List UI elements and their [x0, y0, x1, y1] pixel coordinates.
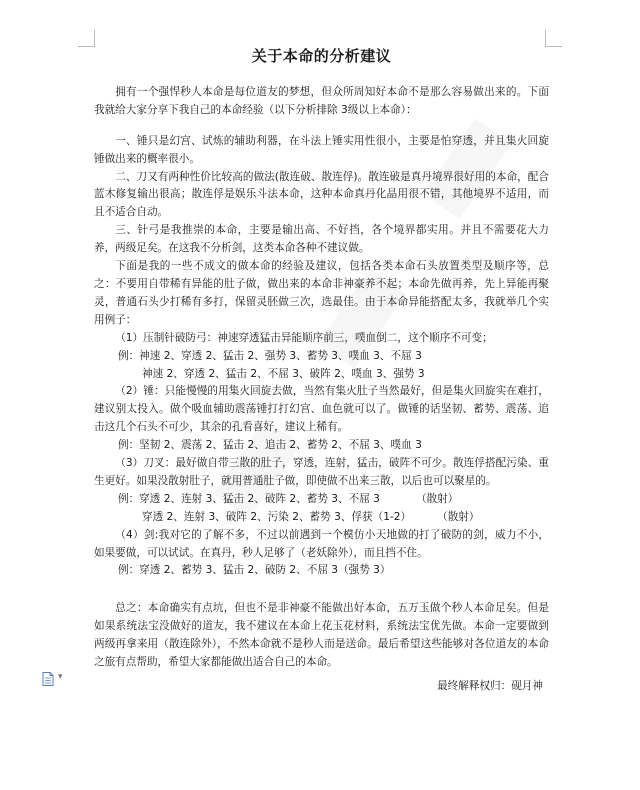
- document-icon[interactable]: [42, 672, 54, 686]
- chevron-down-icon[interactable]: ▾: [58, 672, 63, 682]
- item-sword: （4）剑:我对它的了解不多，不过以前遇到一个模仿小天地做的打了破防的剑，威力不小，如果要做，可以试试。在真丹，秒人足够了（老妖除外），而且挡不住。: [94, 528, 549, 559]
- example-line: 例：坚韧 2、震荡 2、猛击 2、追击 2、蓄势 2、不屈 3、噗血 3: [118, 439, 422, 452]
- example-line: 神速 2、穿透 2、猛击 2、不屈 3、破阵 2、噗血 3、强势 3: [142, 367, 425, 380]
- example-text: 例：穿透 2、连射 3、猛击 2、破阵 2、蓄势 3、不屈 3: [118, 492, 380, 505]
- page-corner-mark-top-right: [545, 30, 562, 47]
- example-line: 例：神速 2、穿透 2、猛击 2、强势 3、蓄势 3、噗血 3、不屈 3: [118, 349, 422, 362]
- summary-paragraph: 总之：本命确实有点坑，但也不是非神豪不能做出好本命，五万玉做个秒人本命足矣。但是如果系统法宝没做好的道友，我不建议在本命上花玉花材料，系统法宝优先做。本命一定要做到两级再拿来用（散连除外），不然本命就不是秒人而是送命。最后希望这些能够对各位道友的本命之旅有点帮助，希望大家都能做出适合自己的本命。: [94, 602, 549, 669]
- paragraph-hammer: 一、锤只是幻宫、试炼的辅助利器，在斗法上锤实用性很小，主要是怕穿透，并且集火回旋锤做出来的概率很小。: [94, 134, 549, 165]
- footer-signature: 最终解释权归：砚月神: [437, 680, 543, 692]
- example-note: （散射）: [437, 510, 480, 523]
- example-text: 穿透 2、连射 3、破阵 2、污染 2、蓄势 3、俘获（1-2）: [142, 510, 412, 523]
- intro-paragraph: 拥有一个强悍秒人本命是每位道友的梦想，但众所周知好本命不是那么容易做出来的。下面我就给大家分享下我自己的本命经验（以下分析排除 3级以上本命）：: [94, 85, 549, 116]
- page-corner-mark-top-left: [78, 30, 95, 47]
- item-hammer: （2）锤：只能慢慢的用集火回旋去做，当然有集火肚子当然最好，但是集火回旋实在难打，建议别太投入。做个吸血辅助震荡锤打打幻宫、血色就可以了。做锤的话坚韧、蓄势、震荡、追击这几个石头不可少，其余的孔看喜好，建议上稀有。: [94, 385, 549, 434]
- example-line: [94, 491, 549, 509]
- paragraph-knife: 二、刀又有两种性价比较高的做法(散连破、散连俘)。散连破是真丹境界很好用的本命，配合蓝木修复输出很高；散连俘是娱乐斗法本命，这种本命真丹化晶用很不错，其他境界不适用，而且不适合自动。: [94, 170, 549, 219]
- paragraph-needle-bow: 三、针弓是我推崇的本命，主要是输出高、不好挡，各个境界都实用。并且不需要花大力养，两级足矣。在这我不分析剑，这类本命各种不建议做。: [94, 224, 549, 255]
- document-page: [94, 48, 549, 696]
- example-line: 例：穿透 2、蓄势 3、猛击 2、破防 2、不屈 3（强势 3）: [118, 564, 391, 577]
- item-needle-bow: （1）压制针破防弓：神速穿透猛击异能顺序前三，噗血倒二，这个顺序不可变；: [115, 331, 493, 344]
- document-title: 关于本命的分析建议: [251, 47, 392, 65]
- item-knife: （3）刀叉：最好做自带三散的肚子，穿透，连射，猛击，破阵不可少。散连俘搭配污染、重生更好。如果没散射肚子，就用普通肚子做，即使做不出来三散，以后也可以聚星的。: [94, 457, 549, 487]
- paragraph-experience: 下面是我的一些不成文的做本命的经验及建议，包括各类本命石头放置类型及顺序等，总之：不要用自带稀有异能的肚子做，做出来的本命非神豪养不起；本命先做再养，先上异能再聚灵，普通石头少打稀有多打，保留灵胚做三次，选最佳。由于本命异能搭配太多，我就举几个实用例子：: [94, 260, 549, 326]
- example-note: （散射）: [415, 492, 459, 505]
- example-line: [94, 509, 549, 527]
